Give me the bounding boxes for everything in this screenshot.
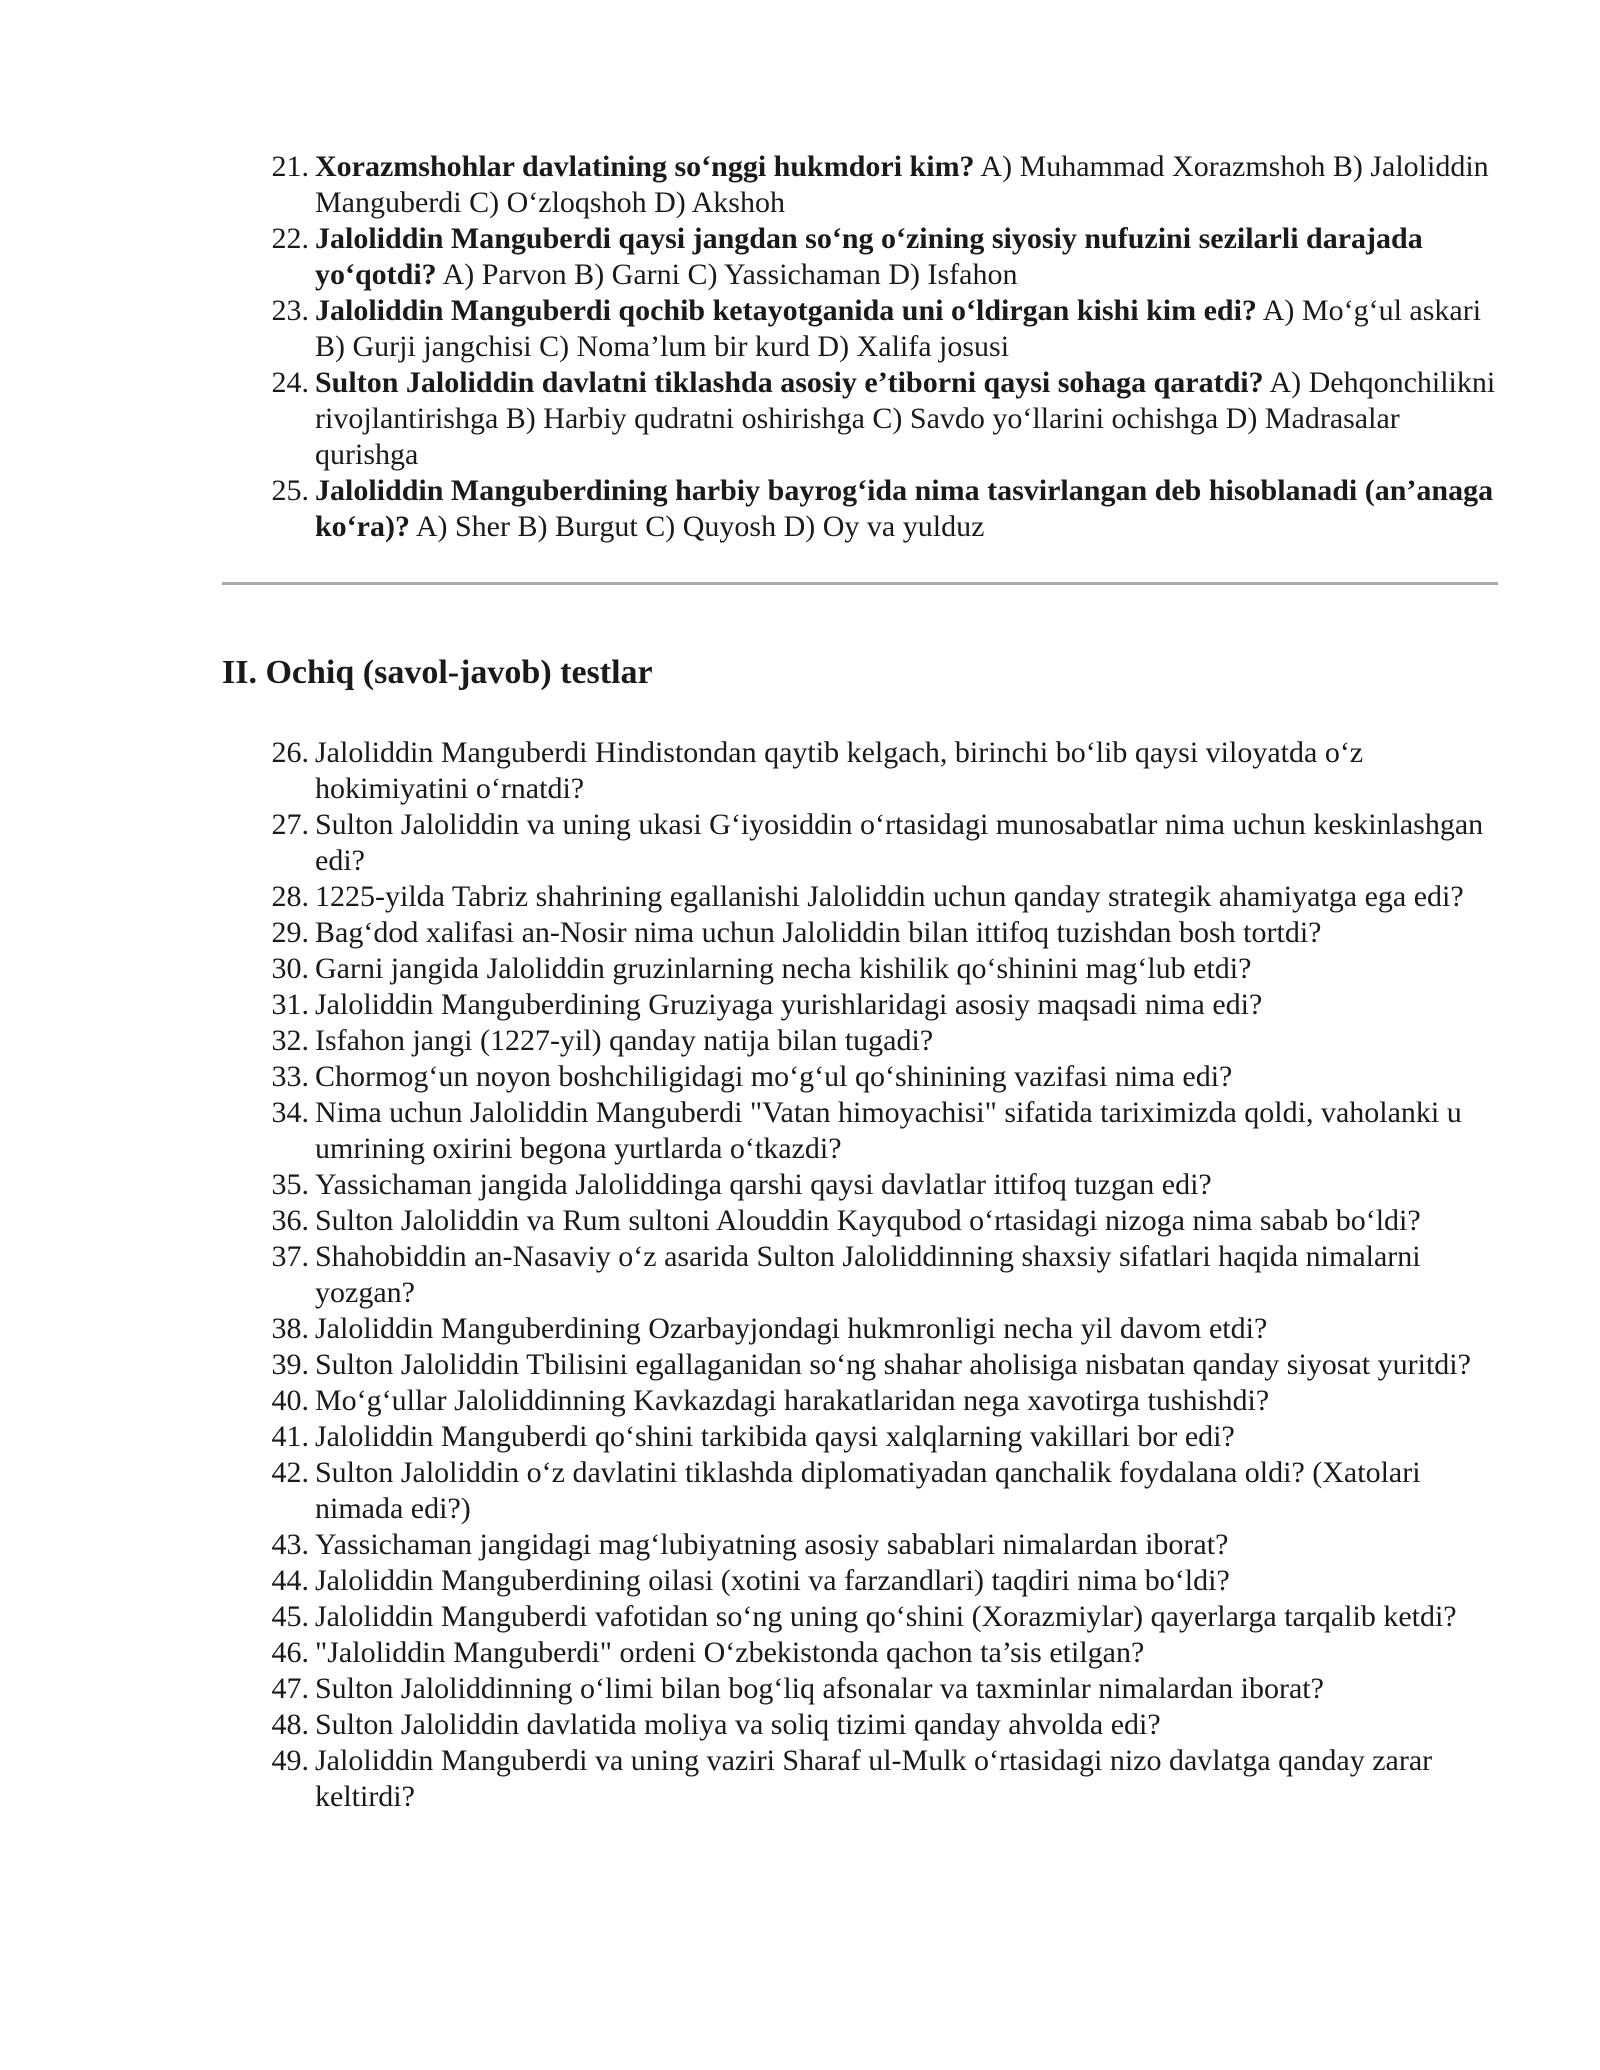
open-question-item bbox=[265, 1347, 1500, 1383]
question-number: 31. bbox=[271, 988, 309, 1021]
question-number: 26. bbox=[271, 736, 309, 769]
question-number: 28. bbox=[271, 880, 309, 913]
question-text: Sulton Jaloliddin va uning ukasi G‘iyosiddin o‘rtasidagi munosabatlar nima uchun keskinlashgan edi? bbox=[315, 808, 1484, 877]
question-number: 32. bbox=[271, 1024, 309, 1057]
question-number: 23. bbox=[271, 294, 309, 327]
open-question-item bbox=[265, 1095, 1500, 1167]
question-text: Sulton Jaloliddin davlatida moliya va soliq tizimi qanday ahvolda edi? bbox=[315, 1708, 1161, 1741]
question-number: 22. bbox=[271, 222, 309, 255]
question-text: Yassichaman jangida Jaloliddinga qarshi qaysi davlatlar ittifoq tuzgan edi? bbox=[315, 1168, 1212, 1201]
open-question-item bbox=[265, 735, 1500, 807]
open-question-item bbox=[265, 1239, 1500, 1311]
open-question-item bbox=[265, 879, 1500, 915]
open-question-item bbox=[265, 1527, 1500, 1563]
question-text: Nima uchun Jaloliddin Manguberdi "Vatan himoyachisi" sifatida tariximizda qoldi, vaholanki u umrining oxirini begona yurtlarda o‘tkazdi? bbox=[315, 1096, 1462, 1165]
question-number: 39. bbox=[271, 1348, 309, 1381]
answer-options: A) Dehqonchilikni rivojlantirishga B) Harbiy qudratni oshirishga C) Savdo yo‘llarini ochishga D) Madrasalar qurishga bbox=[315, 366, 1496, 471]
question-text: Jaloliddin Manguberdining oilasi (xotini va farzandlari) taqdiri nima bo‘ldi? bbox=[315, 1564, 1230, 1597]
question-number: 47. bbox=[271, 1672, 309, 1705]
question-text: Jaloliddin Manguberdining harbiy bayrog‘ida nima tasvirlangan deb hisoblanadi (an’anaga ko‘ra)? bbox=[315, 474, 1494, 543]
open-question-item bbox=[265, 1311, 1500, 1347]
question-text: Sulton Jaloliddin davlatni tiklashda asosiy e’tiborni qaysi sohaga qaratdi? bbox=[315, 366, 1264, 399]
open-question-item bbox=[265, 1743, 1500, 1815]
answer-options: A) Mo‘g‘ul askari B) Gurji jangchisi C) Noma’lum bir kurd D) Xalifa josusi bbox=[315, 294, 1482, 363]
mc-question-item bbox=[265, 473, 1500, 545]
open-question-item bbox=[265, 1383, 1500, 1419]
question-number: 29. bbox=[271, 916, 309, 949]
open-question-item bbox=[265, 1635, 1500, 1671]
question-number: 33. bbox=[271, 1060, 309, 1093]
question-number: 24. bbox=[271, 366, 309, 399]
question-text: Sulton Jaloliddinning o‘limi bilan bog‘liq afsonalar va taxminlar nimalardan iborat? bbox=[315, 1672, 1324, 1705]
question-number: 46. bbox=[271, 1636, 309, 1669]
open-question-item bbox=[265, 1419, 1500, 1455]
open-question-item bbox=[265, 1707, 1500, 1743]
horizontal-divider bbox=[222, 582, 1498, 585]
question-text: Yassichaman jangidagi mag‘lubiyatning asosiy sabablari nimalardan iborat? bbox=[315, 1528, 1229, 1561]
question-number: 49. bbox=[271, 1744, 309, 1777]
question-text: Xorazmshohlar davlatining so‘nggi hukmdori kim? bbox=[315, 150, 975, 183]
question-text: Jaloliddin Manguberdi vafotidan so‘ng uning qo‘shini (Xorazmiylar) qayerlarga tarqalib ketdi? bbox=[315, 1600, 1457, 1633]
open-question-item bbox=[265, 1563, 1500, 1599]
section-heading: II. Ochiq (savol-javob) testlar bbox=[222, 654, 653, 691]
mc-question-item bbox=[265, 293, 1500, 365]
question-text: Jaloliddin Manguberdi qo‘shini tarkibida qaysi xalqlarning vakillari bor edi? bbox=[315, 1420, 1235, 1453]
question-text: Bag‘dod xalifasi an-Nosir nima uchun Jaloliddin bilan ittifoq tuzishdan bosh tortdi? bbox=[315, 916, 1322, 949]
question-text: Sulton Jaloliddin o‘z davlatini tiklashda diplomatiyadan qanchalik foydalana oldi? (Xatolari nimada edi?) bbox=[315, 1456, 1421, 1525]
question-number: 38. bbox=[271, 1312, 309, 1345]
question-text: Jaloliddin Manguberdi va uning vaziri Sharaf ul-Mulk o‘rtasidagi nizo davlatga qanday zarar keltirdi? bbox=[315, 1744, 1433, 1813]
open-question-item bbox=[265, 987, 1500, 1023]
question-text: Chormog‘un noyon boshchiligidagi mo‘g‘ul qo‘shinining vazifasi nima edi? bbox=[315, 1060, 1233, 1093]
question-text: Isfahon jangi (1227-yil) qanday natija bilan tugadi? bbox=[315, 1024, 934, 1057]
question-text: Jaloliddin Manguberdi qaysi jangdan so‘ng o‘zining siyosiy nufuzini sezilarli darajada yo‘qotdi? bbox=[315, 222, 1423, 291]
open-question-item bbox=[265, 1167, 1500, 1203]
answer-options: A) Sher B) Burgut C) Quyosh D) Oy va yulduz bbox=[409, 510, 985, 543]
question-text: Sulton Jaloliddin va Rum sultoni Alouddin Kayqubod o‘rtasidagi nizoga nima sabab bo‘ldi? bbox=[315, 1204, 1421, 1237]
mc-question-item bbox=[265, 149, 1500, 221]
open-question-item bbox=[265, 1455, 1500, 1527]
question-text: Jaloliddin Manguberdi Hindistondan qaytib kelgach, birinchi bo‘lib qaysi viloyatda o‘z hokimiyatini o‘rnatdi? bbox=[315, 736, 1364, 805]
mc-question-item bbox=[265, 221, 1500, 293]
open-question-item bbox=[265, 1023, 1500, 1059]
answer-options: A) Parvon B) Garni C) Yassichaman D) Isfahon bbox=[436, 258, 1018, 291]
question-text: "Jaloliddin Manguberdi" ordeni O‘zbekistonda qachon ta’sis etilgan? bbox=[315, 1636, 1145, 1669]
question-number: 34. bbox=[271, 1096, 309, 1129]
question-number: 43. bbox=[271, 1528, 309, 1561]
multiple-choice-list bbox=[265, 149, 1500, 545]
open-question-list bbox=[265, 735, 1500, 1815]
question-text: Shahobiddin an-Nasaviy o‘z asarida Sulton Jaloliddinning shaxsiy sifatlari haqida nimalarni yozgan? bbox=[315, 1240, 1421, 1309]
question-number: 36. bbox=[271, 1204, 309, 1237]
open-question-item bbox=[265, 1203, 1500, 1239]
open-question-item bbox=[265, 951, 1500, 987]
question-number: 25. bbox=[271, 474, 309, 507]
question-text: 1225-yilda Tabriz shahrining egallanishi Jaloliddin uchun qanday strategik ahamiyatga ega edi? bbox=[315, 880, 1464, 913]
open-question-item bbox=[265, 1059, 1500, 1095]
open-question-item bbox=[265, 1671, 1500, 1707]
open-question-item bbox=[265, 807, 1500, 879]
question-number: 40. bbox=[271, 1384, 309, 1417]
mc-question-item bbox=[265, 365, 1500, 473]
question-number: 35. bbox=[271, 1168, 309, 1201]
question-text: Mo‘g‘ullar Jaloliddinning Kavkazdagi harakatlaridan nega xavotirga tushishdi? bbox=[315, 1384, 1270, 1417]
question-number: 45. bbox=[271, 1600, 309, 1633]
question-text: Garni jangida Jaloliddin gruzinlarning necha kishilik qo‘shinini mag‘lub etdi? bbox=[315, 952, 1252, 985]
open-question-item bbox=[265, 1599, 1500, 1635]
open-question-item bbox=[265, 915, 1500, 951]
question-text: Jaloliddin Manguberdining Gruziyaga yurishlaridagi asosiy maqsadi nima edi? bbox=[315, 988, 1263, 1021]
question-number: 48. bbox=[271, 1708, 309, 1741]
question-text: Sulton Jaloliddin Tbilisini egallaganidan so‘ng shahar aholisiga nisbatan qanday siyosat yuritdi? bbox=[315, 1348, 1471, 1381]
question-number: 37. bbox=[271, 1240, 309, 1273]
question-number: 21. bbox=[271, 150, 309, 183]
question-number: 30. bbox=[271, 952, 309, 985]
question-number: 41. bbox=[271, 1420, 309, 1453]
question-text: Jaloliddin Manguberdi qochib ketayotganida uni o‘ldirgan kishi kim edi? bbox=[315, 294, 1257, 327]
question-number: 27. bbox=[271, 808, 309, 841]
answer-options: A) Muhammad Xorazmshoh B) Jaloliddin Manguberdi C) O‘zloqshoh D) Akshoh bbox=[315, 150, 1489, 219]
question-text: Jaloliddin Manguberdining Ozarbayjondagi hukmronligi necha yil davom etdi? bbox=[315, 1312, 1268, 1345]
question-number: 42. bbox=[271, 1456, 309, 1489]
question-number: 44. bbox=[271, 1564, 309, 1597]
